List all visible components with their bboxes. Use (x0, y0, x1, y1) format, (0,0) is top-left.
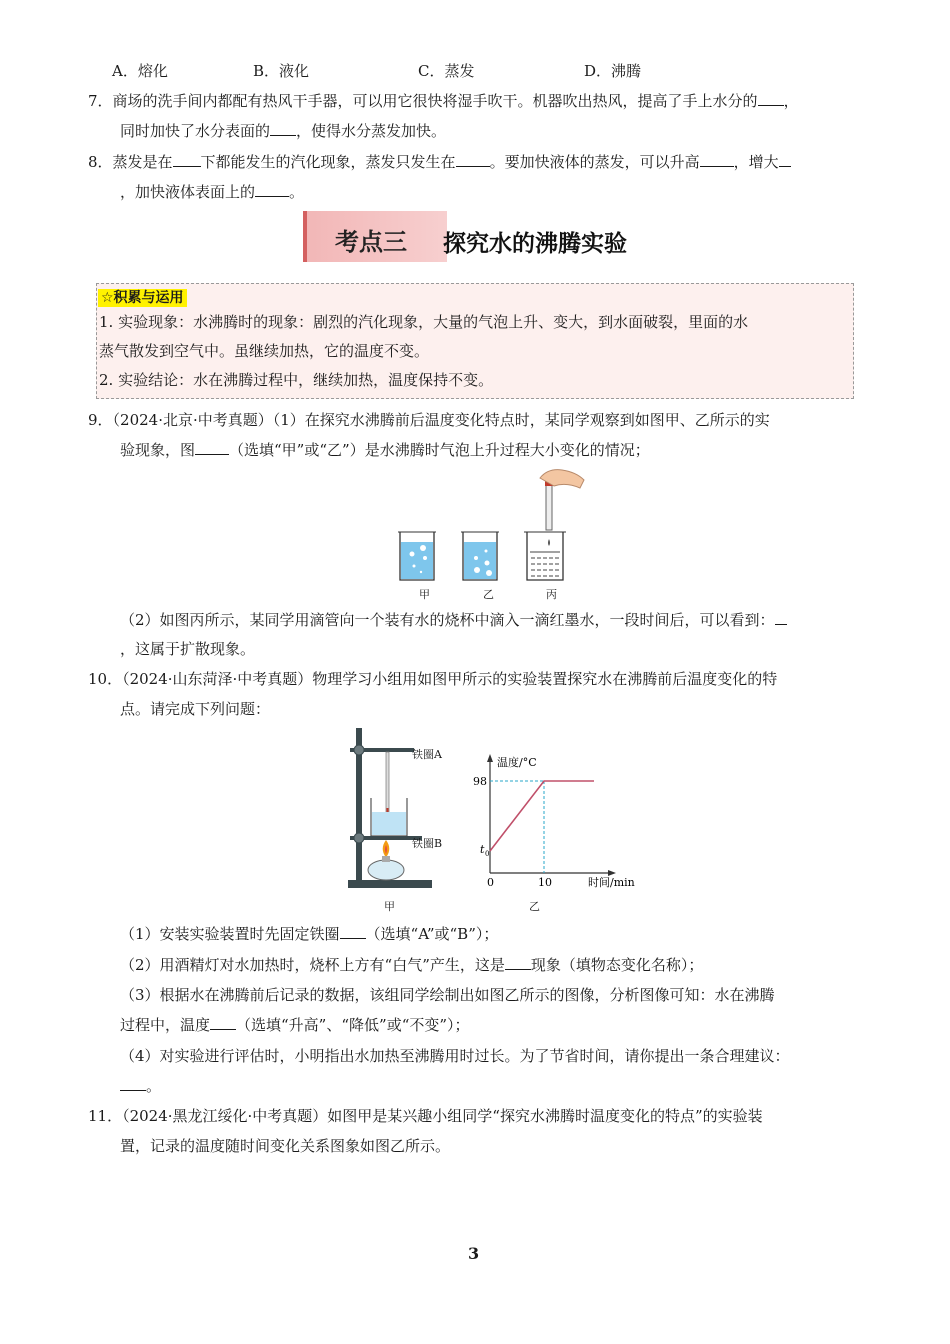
section-title: 探究水的沸腾实验 (443, 231, 627, 257)
question-8-line2: ，加快液体表面上的 。 (120, 183, 305, 201)
question-10-sub3-cont: 过程中，温度 （选填“升高”、“降低”或“不变”）； (120, 1016, 470, 1034)
question-10-sub1: （1）安装实验装置时先固定铁圈 （选填“A”或“B”）； (120, 925, 499, 943)
option-a: A．熔化 (112, 62, 168, 80)
tick-t0-sub: 0 (485, 850, 490, 858)
x-axis-label: 时间/min (588, 876, 635, 889)
question-7-line1: 7．商场的洗手间内都配有热风干手器，可以用它很快将湿手吹干。机器吹出热风，提高了手上水分的 ， (88, 92, 799, 110)
option-d: D．沸腾 (584, 62, 642, 80)
beaker-bing (524, 470, 584, 580)
temperature-curve (490, 781, 594, 851)
question-10-sub2: （2）用酒精灯对水加热时，烧杯上方有“白气”产生，这是 现象（填物态变化名称）； (120, 956, 704, 974)
y-axis-arrow (487, 754, 493, 762)
y-axis-label: 温度/°C (497, 756, 537, 769)
page-number: 3 (468, 1244, 480, 1263)
beaker-yi (461, 532, 499, 580)
question-10-sub4: （4）对实验进行评估时，小明指出水加热至沸腾用时过长。为了节省时间，请你提出一条合理建议： (120, 1047, 790, 1065)
question-10-sub3: （3）根据水在沸腾前后记录的数据，该组同学绘制出如图乙所示的图像，分析图像可知：水在沸腾 (120, 986, 775, 1004)
tick-t0: t (480, 843, 485, 856)
knowledge-title: ☆积累与运用 (98, 289, 187, 307)
question-11-line2: 置，记录的温度随时间变化关系图象如图乙所示。 (120, 1137, 451, 1155)
question-10-line2: 点。请完成下列问题： (120, 700, 271, 718)
option-c: C．蒸发 (418, 62, 475, 80)
beakers-figure (390, 466, 590, 602)
knowledge-line-2: 蒸气散发到空气中。虽继续加热，它的温度不变。 (99, 342, 430, 360)
fig-label-jia-2: 甲 (384, 900, 395, 913)
fig-label-yi-2: 乙 (529, 900, 540, 913)
tick-0: 0 (487, 876, 494, 889)
ring-b-label: 铁圈B (412, 837, 443, 850)
question-9-part2-line1: （2）如图丙所示，某同学用滴管向一个装有水的烧杯中滴入一滴红墨水，一段时间后，可以看到： (120, 610, 787, 630)
question-11-line1: 11．（2024·黑龙江绥化·中考真题）如图甲是某兴趣小组同学“探究水沸腾时温度变化的特点”的实验装 (88, 1107, 763, 1125)
knowledge-line-1: 1. 实验现象：水沸腾时的现象：剧烈的汽化现象，大量的气泡上升、变大，到水面破裂，里面的水 (99, 313, 749, 331)
question-10-line1: 10．（2024·山东菏泽·中考真题）物理学习小组用如图甲所示的实验装置探究水在沸腾前后温度变化的特 (88, 670, 778, 688)
tick-98: 98 (473, 775, 487, 788)
ring-a-label: 铁圈A (412, 748, 442, 761)
question-7-line2: 同时加快了水分表面的 ，使得水分蒸发加快。 (120, 122, 447, 140)
option-b: B．液化 (253, 62, 310, 80)
tick-10: 10 (538, 876, 552, 889)
question-9-part2-line2: ，这属于扩散现象。 (120, 640, 256, 658)
question-8-line1: 8．蒸发是在 下都能发生的汽化现象，蒸发只发生在 。要加快液体的蒸发，可以升高 ，增大 (88, 152, 791, 172)
knowledge-line-3: 2. 实验结论：水在沸腾过程中，继续加热，温度保持不变。 (99, 371, 494, 389)
beaker-jia (398, 532, 436, 580)
fig-label-jia: 甲 (419, 588, 430, 601)
temperature-chart (470, 748, 650, 898)
section-tag: 考点三 (335, 228, 407, 256)
question-9-line1: 9．（2024·北京·中考真题）（1）在探究水沸腾前后温度变化特点时，某同学观察到如图甲、乙所示的实 (88, 411, 770, 429)
fig-label-yi: 乙 (483, 588, 494, 601)
question-9-line2: 验现象，图 （选填“甲”或“乙”）是水沸腾时气泡上升过程大小变化的情况； (120, 441, 650, 459)
fig-label-bing: 丙 (546, 588, 557, 601)
question-10-sub4-cont: 。 (120, 1076, 161, 1096)
